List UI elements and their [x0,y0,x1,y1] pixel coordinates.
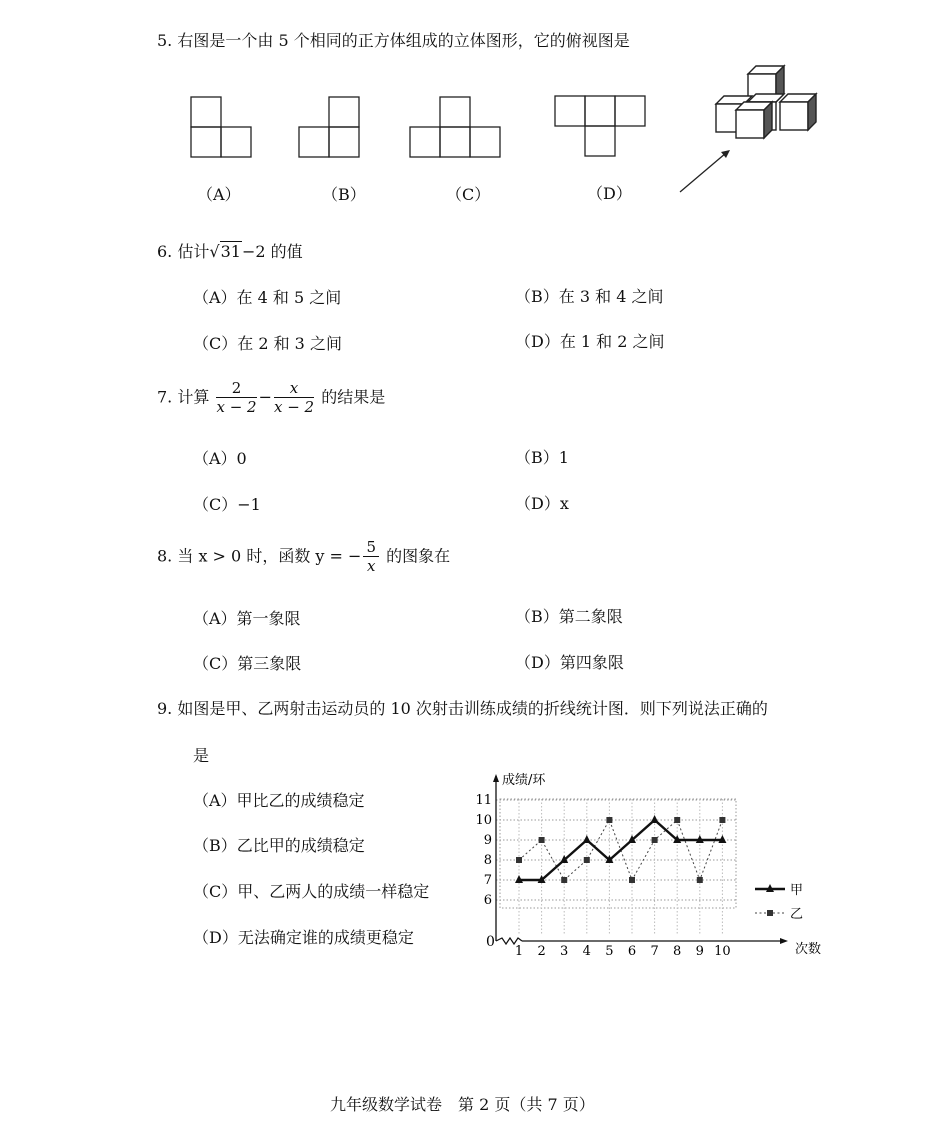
y-tick-label: 6 [483,893,492,908]
x-tick-label: 3 [560,944,569,959]
y-tick-label: 9 [483,833,492,848]
q7-frac1-num: 2 [216,381,256,398]
q8-option-a: （A）第一象限 [193,609,301,628]
q7-option-c: （C）−1 [193,495,261,514]
x-tick-label: 10 [714,944,731,959]
x-tick-label: 7 [650,944,659,959]
q6-prefix: 估计 [177,242,210,261]
x-tick-label: 8 [673,944,682,959]
y-axis-arrow-icon [493,774,499,782]
q8-frac-den: x [366,557,376,575]
q8-prefix: 当 x > 0 时，函数 y = − [177,546,362,566]
q7-option-a: （A）0 [193,449,247,468]
series-yi-point [652,837,658,843]
q6-radicand: 31 [220,242,241,261]
q8-option-b: （B）第二象限 [515,607,623,626]
q5-text: 右图是一个由 5 个相同的正方体组成的立体图形，它的俯视图是 [177,31,630,50]
q7-option-b: （B）1 [515,448,569,467]
q5-option-b: （B） [322,185,366,204]
y-tick-label: 7 [483,873,492,888]
q9-option-b: （B）乙比甲的成绩稳定 [193,836,365,855]
series-jia-point [583,835,591,843]
q8-number: 8. [157,546,173,566]
x-tick-label: 4 [582,944,591,959]
x-tick-label: 9 [695,944,704,959]
q6-option-a: （A）在 4 和 5 之间 [193,288,342,307]
q7-suffix: 的结果是 [321,387,386,407]
q6-option-c: （C）在 2 和 3 之间 [193,334,342,353]
q9-text-line1: 如图是甲、乙两射击运动员的 10 次射击训练成绩的折线统计图．则下列说法正确的 [177,699,768,718]
origin-label: 0 [486,934,495,950]
series-yi-point [629,877,635,883]
x-axis-arrow-icon [780,938,788,944]
q7-option-d: （D）x [515,494,569,513]
series-yi-point [674,817,680,823]
q8-option-d: （D）第四象限 [515,653,624,672]
legend-jia-label: 甲 [790,883,804,898]
y-tick-label: 10 [475,813,492,828]
series-yi-point [584,857,590,863]
q6-number: 6. [157,242,173,261]
q5-option-a: （A） [197,185,241,204]
x-axis-label: 次数 [795,942,822,957]
y-axis-label: 成绩/环 [502,773,546,788]
q8-option-c: （C）第三象限 [193,654,302,673]
q5-number: 5. [157,31,173,50]
legend-yi-label: 乙 [790,907,804,922]
series-yi-point [697,877,703,883]
q9-number: 9. [157,699,173,718]
q7-prefix: 计算 [177,387,210,407]
q9-text-line2: 是 [193,746,210,765]
q7-frac2-num: x [274,381,314,398]
x-tick-label: 5 [605,944,614,959]
series-yi-point [719,817,725,823]
series-yi-point [606,817,612,823]
series-yi-point [539,837,545,843]
q5-option-d: （D） [587,184,632,203]
y-tick-label: 8 [483,853,492,868]
page-footer: 九年级数学试卷 第 2 页（共 7 页） [330,1095,595,1114]
x-tick-label: 6 [627,944,637,959]
q5-option-c: （C） [446,185,491,204]
q9-option-c: （C）甲、乙两人的成绩一样稳定 [193,882,430,901]
q9-option-d: （D）无法确定谁的成绩更稳定 [193,928,414,947]
series-yi-point [561,877,567,883]
x-tick-label: 1 [514,944,524,959]
q6-option-b: （B）在 3 和 4 之间 [515,287,664,306]
series-yi-point [516,857,522,863]
y-tick-label: 11 [475,793,492,808]
x-tick-label: 2 [537,944,546,959]
series-jia-point [651,815,659,823]
legend-yi-marker [767,910,773,916]
q6-option-d: （D）在 1 和 2 之间 [515,332,665,351]
q7-frac2-den: x − 2 [273,398,315,416]
q7-minus: − [258,387,272,407]
q9-option-a: （A）甲比乙的成绩稳定 [193,791,365,810]
q7-number: 7. [157,387,173,407]
q6-suffix: −2 的值 [241,242,303,261]
q8-suffix: 的图象在 [386,546,451,566]
q8-frac-num: 5 [363,540,379,557]
sqrt-symbol: √ [209,242,220,261]
q7-frac1-den: x − 2 [216,398,257,416]
series-jia-line [519,820,722,880]
